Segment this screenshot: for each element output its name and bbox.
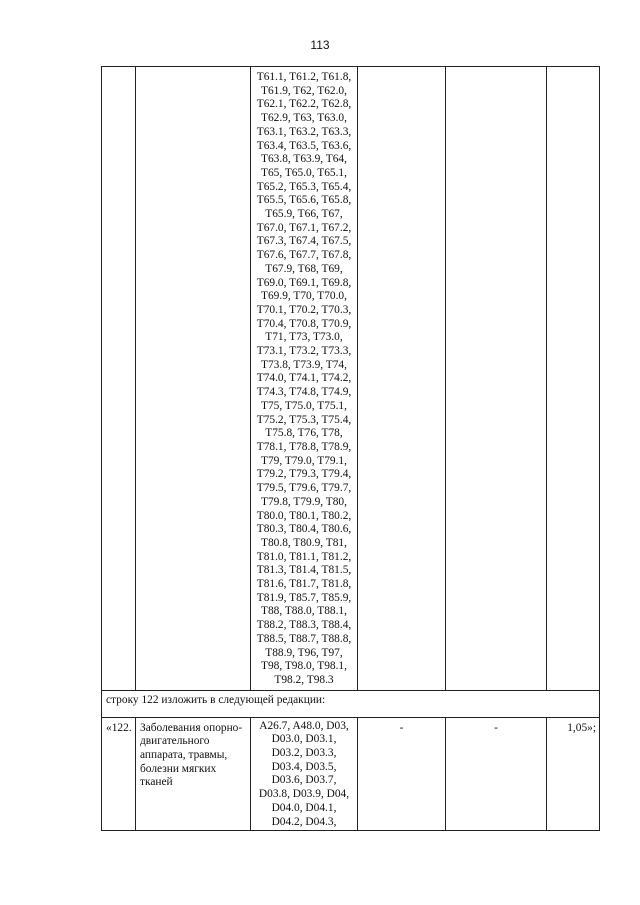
code-line: T88.9, T96, T97, — [265, 646, 343, 659]
row-codes — [251, 717, 358, 830]
name-line: Заболевания опорно- — [140, 721, 243, 734]
code-line: T79, T79.0, T79.1, — [261, 454, 347, 467]
codes-list — [253, 71, 355, 688]
code-line: T79.8, T79.9, T80, — [261, 495, 347, 508]
table-row — [102, 67, 600, 691]
code-line: T79.5, T79.6, T79.7, — [256, 482, 352, 495]
table-row — [102, 717, 600, 830]
code-line: T65, T65.0, T65.1, — [261, 166, 347, 179]
cell-empty — [446, 67, 547, 691]
code-line: T75.2, T75.3, T75.4, — [256, 413, 352, 426]
row-number: «122. — [102, 717, 136, 830]
code-line: T81.9, T85.7, T85.9, — [256, 591, 352, 604]
code-line: T75, T75.0, T75.1, — [261, 399, 347, 412]
code-line: T65.9, T66, T67, — [265, 208, 343, 221]
code-line: T79.2, T79.3, T79.4, — [256, 468, 352, 481]
code-line: T88, T88.0, T88.1, — [261, 605, 347, 618]
code-line: D03.0, D03.1, — [271, 733, 337, 746]
code-line: T81.0, T81.1, T81.2, — [256, 550, 352, 563]
code-line: A26.7, A48.0, D03, — [259, 719, 349, 732]
code-line: T67.0, T67.1, T67.2, — [256, 221, 352, 234]
cell-empty — [358, 67, 446, 691]
name-lines — [140, 722, 246, 791]
code-line: T78.1, T78.8, T78.9, — [256, 440, 352, 453]
code-line: T62.1, T62.2, T62.8, — [256, 98, 352, 111]
name-line: двигательного — [140, 735, 210, 748]
code-line: T65.5, T65.6, T65.8, — [256, 194, 352, 207]
code-line: T70.4, T70.8, T70.9, — [256, 317, 352, 330]
code-line: T69.0, T69.1, T69.8, — [256, 276, 352, 289]
cell-number — [102, 67, 136, 691]
instruction-row — [102, 690, 600, 717]
code-line: T88.2, T88.3, T88.4, — [256, 619, 352, 632]
code-line: D03.4, D03.5, — [271, 760, 337, 773]
code-line: T74.0, T74.1, T74.2, — [256, 372, 352, 385]
code-line: T88.5, T88.7, T88.8, — [256, 632, 352, 645]
code-line: T63.8, T63.9, T64, — [261, 153, 347, 166]
code-line: T80.3, T80.4, T80.6, — [256, 523, 352, 536]
tariff-table — [101, 66, 600, 831]
cell-codes — [251, 67, 358, 691]
code-line: T98.2, T98.3 — [274, 673, 334, 686]
instruction-text: строку 122 изложить в следующей редакции: — [102, 690, 600, 717]
code-line: T61.9, T62, T62.0, — [261, 84, 347, 97]
code-line: D03.8, D03.9, D04, — [258, 788, 350, 801]
code-line: T65.2, T65.3, T65.4, — [256, 180, 352, 193]
code-line: T67.9, T68, T69, — [265, 262, 343, 275]
page-number: 113 — [310, 38, 330, 52]
code-line: T74.3, T74.8, T74.9, — [256, 386, 352, 399]
name-line: тканей — [140, 776, 173, 789]
code-line: T67.6, T67.7, T67.8, — [256, 249, 352, 262]
code-line: D03.2, D03.3, — [271, 747, 337, 760]
code-line: D04.2, D04.3, — [271, 815, 337, 828]
code-line: D03.6, D03.7, — [271, 774, 337, 787]
code-line: T70.1, T70.2, T70.3, — [256, 303, 352, 316]
name-line: аппарата, травмы, — [140, 749, 228, 762]
code-line: T75.8, T76, T78, — [265, 427, 343, 440]
name-line: болезни мягких — [140, 762, 217, 775]
code-line: T62.9, T63, T63.0, — [261, 112, 347, 125]
code-line: T69.9, T70, T70.0, — [261, 290, 347, 303]
code-line: T67.3, T67.4, T67.5, — [256, 235, 352, 248]
row-col4: - — [358, 717, 446, 830]
code-line: T63.1, T63.2, T63.3, — [256, 125, 352, 138]
code-line: T61.1, T61.2, T61.8, — [256, 71, 352, 83]
row-coefficient: 1,05»; — [547, 717, 600, 830]
code-line: T98, T98.0, T98.1, — [261, 660, 347, 673]
code-line: T80.0, T80.1, T80.2, — [256, 509, 352, 522]
code-line: T73.8, T73.9, T74, — [261, 358, 347, 371]
row-name — [136, 717, 251, 830]
cell-empty — [547, 67, 600, 691]
code-line: T80.8, T80.9, T81, — [261, 536, 347, 549]
code-line: D04.0, D04.1, — [271, 801, 337, 814]
code-line: T73.1, T73.2, T73.3, — [256, 345, 352, 358]
code-line: T81.6, T81.7, T81.8, — [256, 578, 352, 591]
row-col5: - — [446, 717, 547, 830]
code-line: T81.3, T81.4, T81.5, — [256, 564, 352, 577]
code-line: T71, T73, T73.0, — [265, 331, 343, 344]
codes-list — [253, 720, 355, 830]
code-line: T63.4, T63.5, T63.6, — [256, 139, 352, 152]
cell-name — [136, 67, 251, 691]
